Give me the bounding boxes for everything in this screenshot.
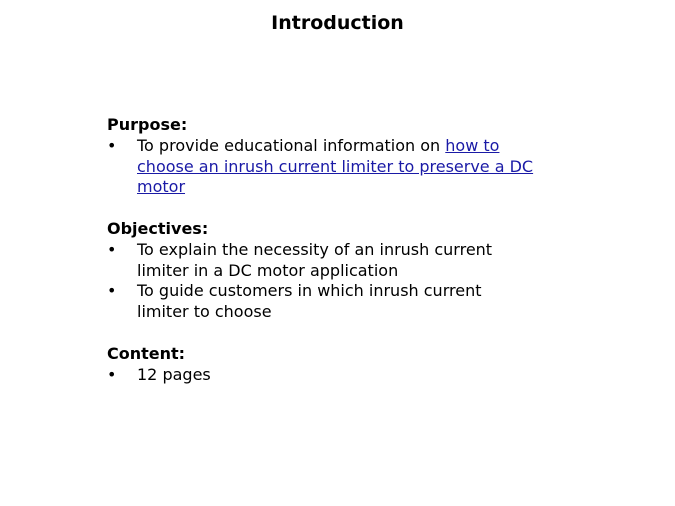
slide-title: Introduction [271, 12, 404, 34]
objective-item-text: To explain the necessity of an inrush current limiter in a DC motor application [137, 239, 493, 280]
content-section [107, 344, 547, 386]
bullet-icon: • [107, 281, 117, 301]
objectives-section [107, 219, 547, 323]
purpose-heading: Purpose: [107, 115, 188, 134]
objective-item-text: To guide customers in which inrush current limiter to choose [137, 281, 482, 322]
purpose-item-prefix: To provide educational information on [137, 135, 446, 155]
list-item [107, 240, 547, 282]
list-item [107, 281, 547, 323]
bullet-icon: • [107, 135, 117, 155]
objectives-list [107, 240, 547, 323]
list-item [107, 365, 547, 386]
content-list [107, 365, 547, 386]
slide-content [107, 115, 547, 406]
bullet-icon: • [107, 364, 117, 384]
purpose-link[interactable]: how to choose an inrush current limiter to preserve a DC motor [137, 135, 534, 197]
bullet-icon: • [107, 239, 117, 259]
purpose-section [107, 115, 547, 198]
list-item [107, 136, 547, 198]
purpose-list [107, 136, 547, 198]
content-item-text: 12 pages [137, 364, 211, 384]
purpose-item-text [137, 136, 537, 198]
content-heading: Content: [107, 343, 186, 363]
objectives-heading: Objectives: [107, 218, 209, 238]
